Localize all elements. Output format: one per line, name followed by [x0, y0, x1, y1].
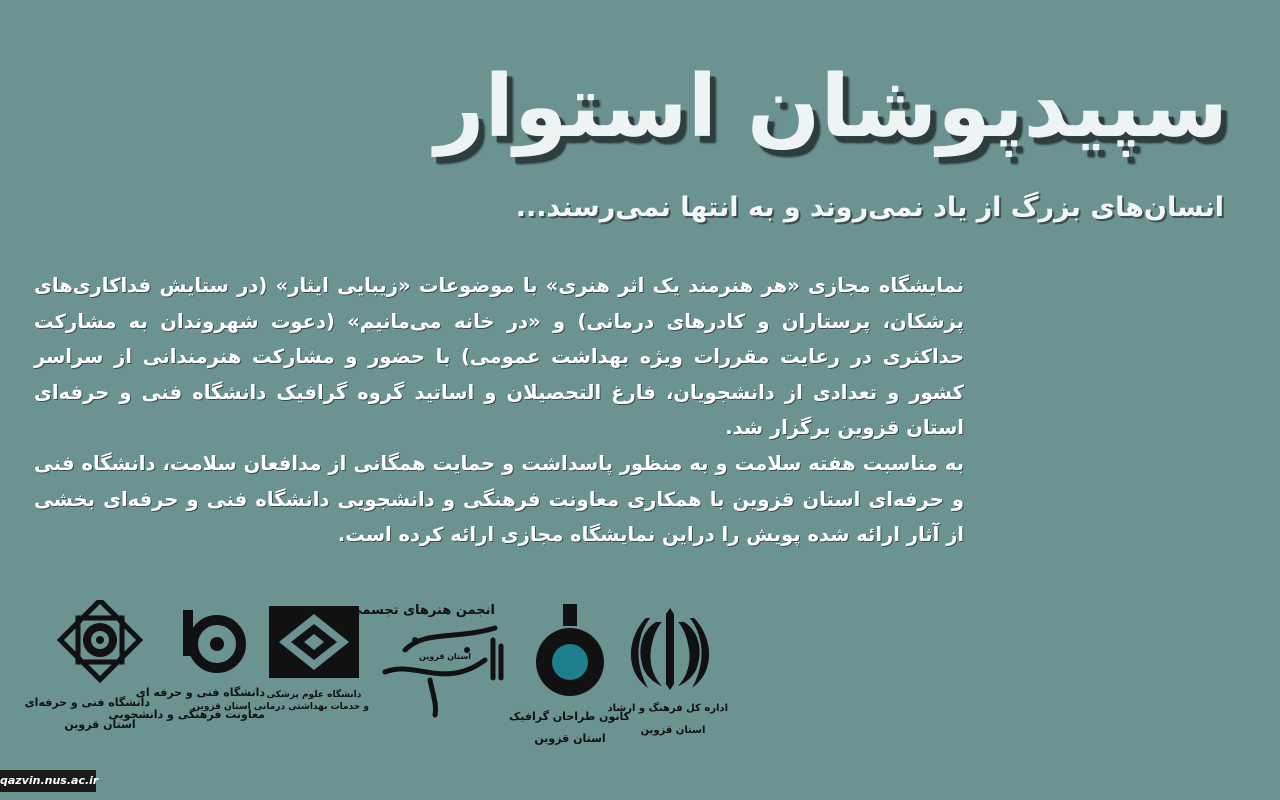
site-url-badge[interactable]: qazvin.nus.ac.ir: [0, 770, 96, 792]
moavenat-caption-2: معاونت فرهنگی و دانشجویی: [108, 708, 265, 721]
logo-anjoman-tajasomi: [349, 600, 515, 720]
tvu-emblem-icon: [50, 600, 150, 690]
kanoon-emblem-icon: [525, 600, 615, 696]
page-subtitle: انسان‌های بزرگ از یاد نمی‌روند و به انتها نمی‌رسند...: [515, 192, 1224, 223]
moavenat-caption-1: دانشگاه فنی و حرفه ای: [135, 686, 265, 699]
tvu-caption-2: استان قزوین: [64, 718, 136, 731]
anjoman-caption-1: انجمن هنرهای تجسمی: [349, 603, 495, 618]
tvu-caption-1: دانشگاه فنی و حرفه‌ای: [24, 696, 150, 709]
ershad-caption-1: اداره کل فرهنگ و ارشاد: [607, 703, 728, 714]
kanoon-caption-2: استان قزوین: [534, 732, 606, 745]
logo-tvu-moavenat: [108, 600, 265, 721]
logo-tvu-qazvin: [24, 600, 150, 731]
medical-caption-2: و خدمات بهداشتی درمانی استان قزوین: [192, 702, 369, 712]
logo-ershad: [607, 600, 728, 736]
body-text: [34, 268, 964, 553]
moavenat-emblem-icon: [165, 600, 255, 680]
logo-kanoon-graphic: [509, 600, 630, 745]
iran-emblem-icon: [622, 600, 718, 696]
sponsor-logos: [24, 600, 740, 760]
medical-caption-1: دانشگاه علوم پزشکی: [266, 690, 362, 700]
ershad-caption-2: استان قزوین: [640, 725, 706, 736]
body-paragraph-1: نمایشگاه مجازی «هر هنرمند یک اثر هنری» با موضوعات «زیبایی ایثار» (در ستایش فداکاری‌های پزشکان، پرستاران و کادرهای درمانی) و «در خانه می‌مانیم» (دعوت شهروندان به مشارکت حداکثری در رعایت مقررات ویژه بهداشت عمومی) با حضور و مشارکت هنرمندانی از سراسر کشور و تعدادی از دانشجویان، فارغ التحصیلان و اساتید گروه گرافیک دانشگاه فنی و حرفه‌ای استان قزوین برگزار شد.: [34, 274, 964, 440]
body-paragraph-2: به مناسبت هفته سلامت و به منظور پاسداشت و حمایت همگانی از مدافعان سلامت، دانشگاه فنی و حرفه‌ای استان قزوین با همکاری معاونت فرهنگی و دانشجویی دانشگاه فنی و حرفه‌ای بخشی از آثار ارائه شده پویش را دراین نمایشگاه مجازی ارائه کرده است.: [34, 451, 964, 547]
anjoman-caption-2: استان قزوین: [419, 652, 471, 661]
kanoon-caption-1: کانون طراحان گرافیک: [509, 710, 630, 723]
page-title: سپیدپوشان استوار: [435, 57, 1228, 157]
